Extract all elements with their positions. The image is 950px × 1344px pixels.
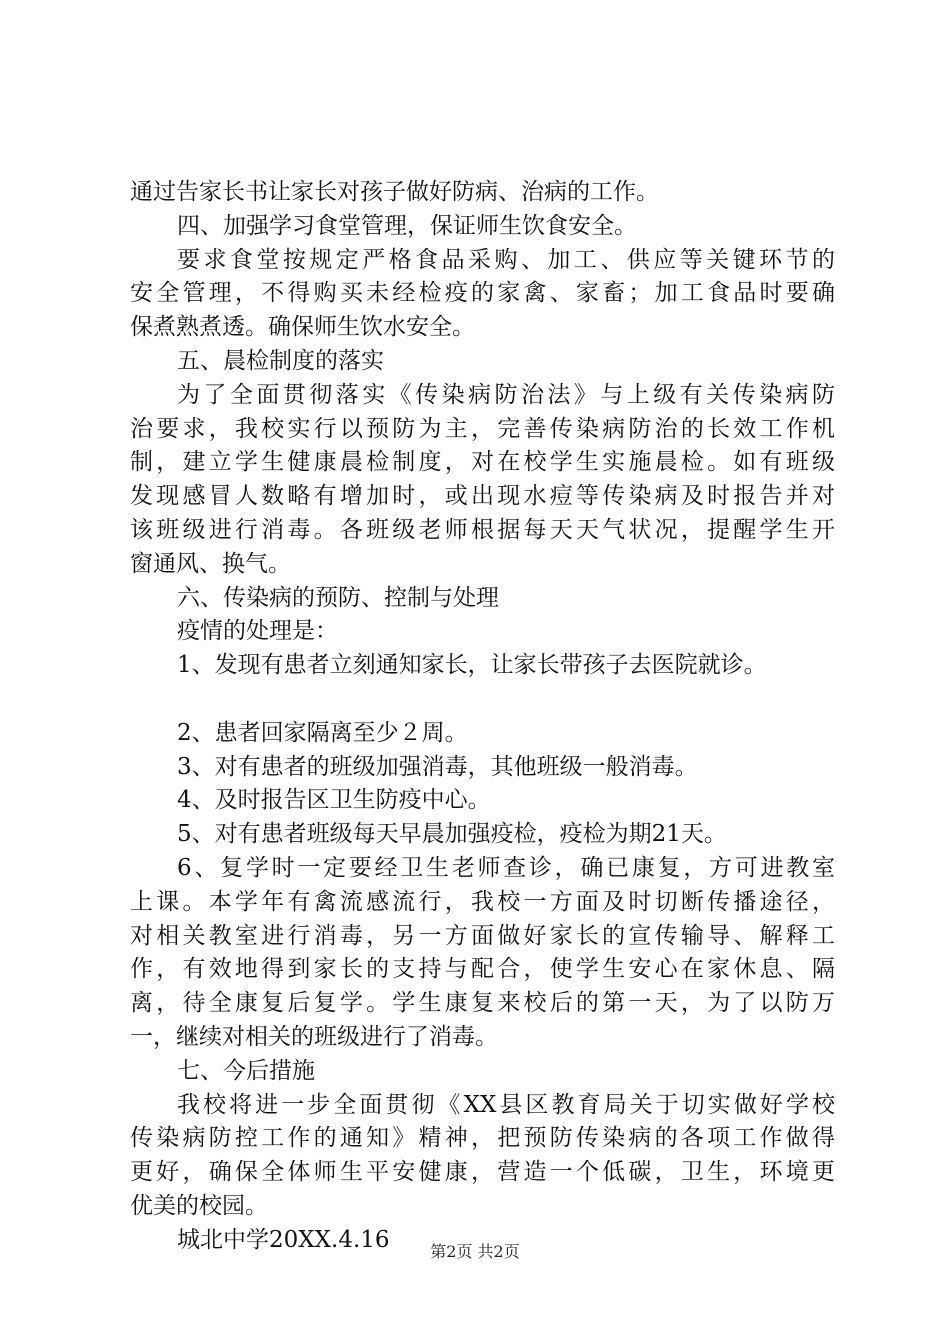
text-line: 2、患者回家隔离至少２周。 [177,719,468,746]
text-line: 该班级进行消毒。各班级老师根据每天天气状况，提醒学生开 [130,516,835,543]
text-line: 通过告家长书让家长对孩子做好防病、治病的工作。 [130,179,659,205]
text-line: 离，待全康复后复学。学生康复来校后的第一天，为了以防万 [130,990,835,1017]
page-footer: 第2页 共2页 [430,1242,520,1261]
text-line: 为了全面贯彻落实《传染病防治法》与上级有关传染病防 [177,381,835,408]
text-line: 1、发现有患者立刻通知家长，让家长带孩子去医院就诊。 [177,652,767,679]
text-line: 一，继续对相关的班级进行了消毒。 [130,1023,498,1050]
text-line: 五、晨检制度的落实 [177,347,384,374]
text-line: 4、及时报告区卫生防疫中心。 [177,787,491,814]
text-line: 保煮熟煮透。确保师生饮水安全。 [130,314,475,341]
text-line: 疫情的处理是： [177,618,338,645]
text-line: 要求食堂按规定严格食品采购、加工、供应等关键环节的 [177,246,835,273]
text-line: 七、今后措施 [177,1057,315,1084]
text-line: 城北中学20XX.4.16 [177,1226,390,1253]
text-line: 3、对有患者的班级加强消毒，其他班级一般消毒。 [177,753,698,780]
text-line: 优美的校园。 [130,1192,268,1219]
text-line: 窗通风、换气。 [130,550,291,577]
text-line: 我校将进一步全面贯彻《XX县区教育局关于切实做好学校 [177,1091,835,1118]
text-line: 制，建立学生健康晨检制度，对在校学生实施晨检。如有班级 [130,449,835,476]
text-line: 5、对有患者班级每天早晨加强疫检，疫检为期21天。 [177,821,727,848]
text-line: 传染病防控工作的通知》精神，把预防传染病的各项工作做得 [130,1125,835,1152]
text-line: 六、传染病的预防、控制与处理 [177,584,499,611]
text-line: 上课。本学年有禽流感流行，我校一方面及时切断传播途径， [130,888,835,915]
document-body [130,176,835,1258]
text-line: 对相关教室进行消毒，另一方面做好家长的宣传输导、解释工 [130,922,835,949]
text-line: 作，有效地得到家长的支持与配合，使学生安心在家休息、隔 [130,956,835,983]
blank-line [130,683,835,717]
text-line: 四、加强学习食堂管理，保证师生饮食安全。 [177,212,637,239]
text-line: 发现感冒人数略有增加时，或出现水痘等传染病及时报告并对 [130,483,835,510]
text-line: 6、复学时一定要经卫生老师查诊，确已康复，方可进教室 [177,854,835,881]
text-line: 治要求，我校实行以预防为主，完善传染病防治的长效工作机 [130,415,835,442]
text-line: 安全管理，不得购买未经检疫的家禽、家畜；加工食品时要确 [130,280,835,307]
text-line: 更好，确保全体师生平安健康，营造一个低碳，卫生，环境更 [130,1159,835,1186]
